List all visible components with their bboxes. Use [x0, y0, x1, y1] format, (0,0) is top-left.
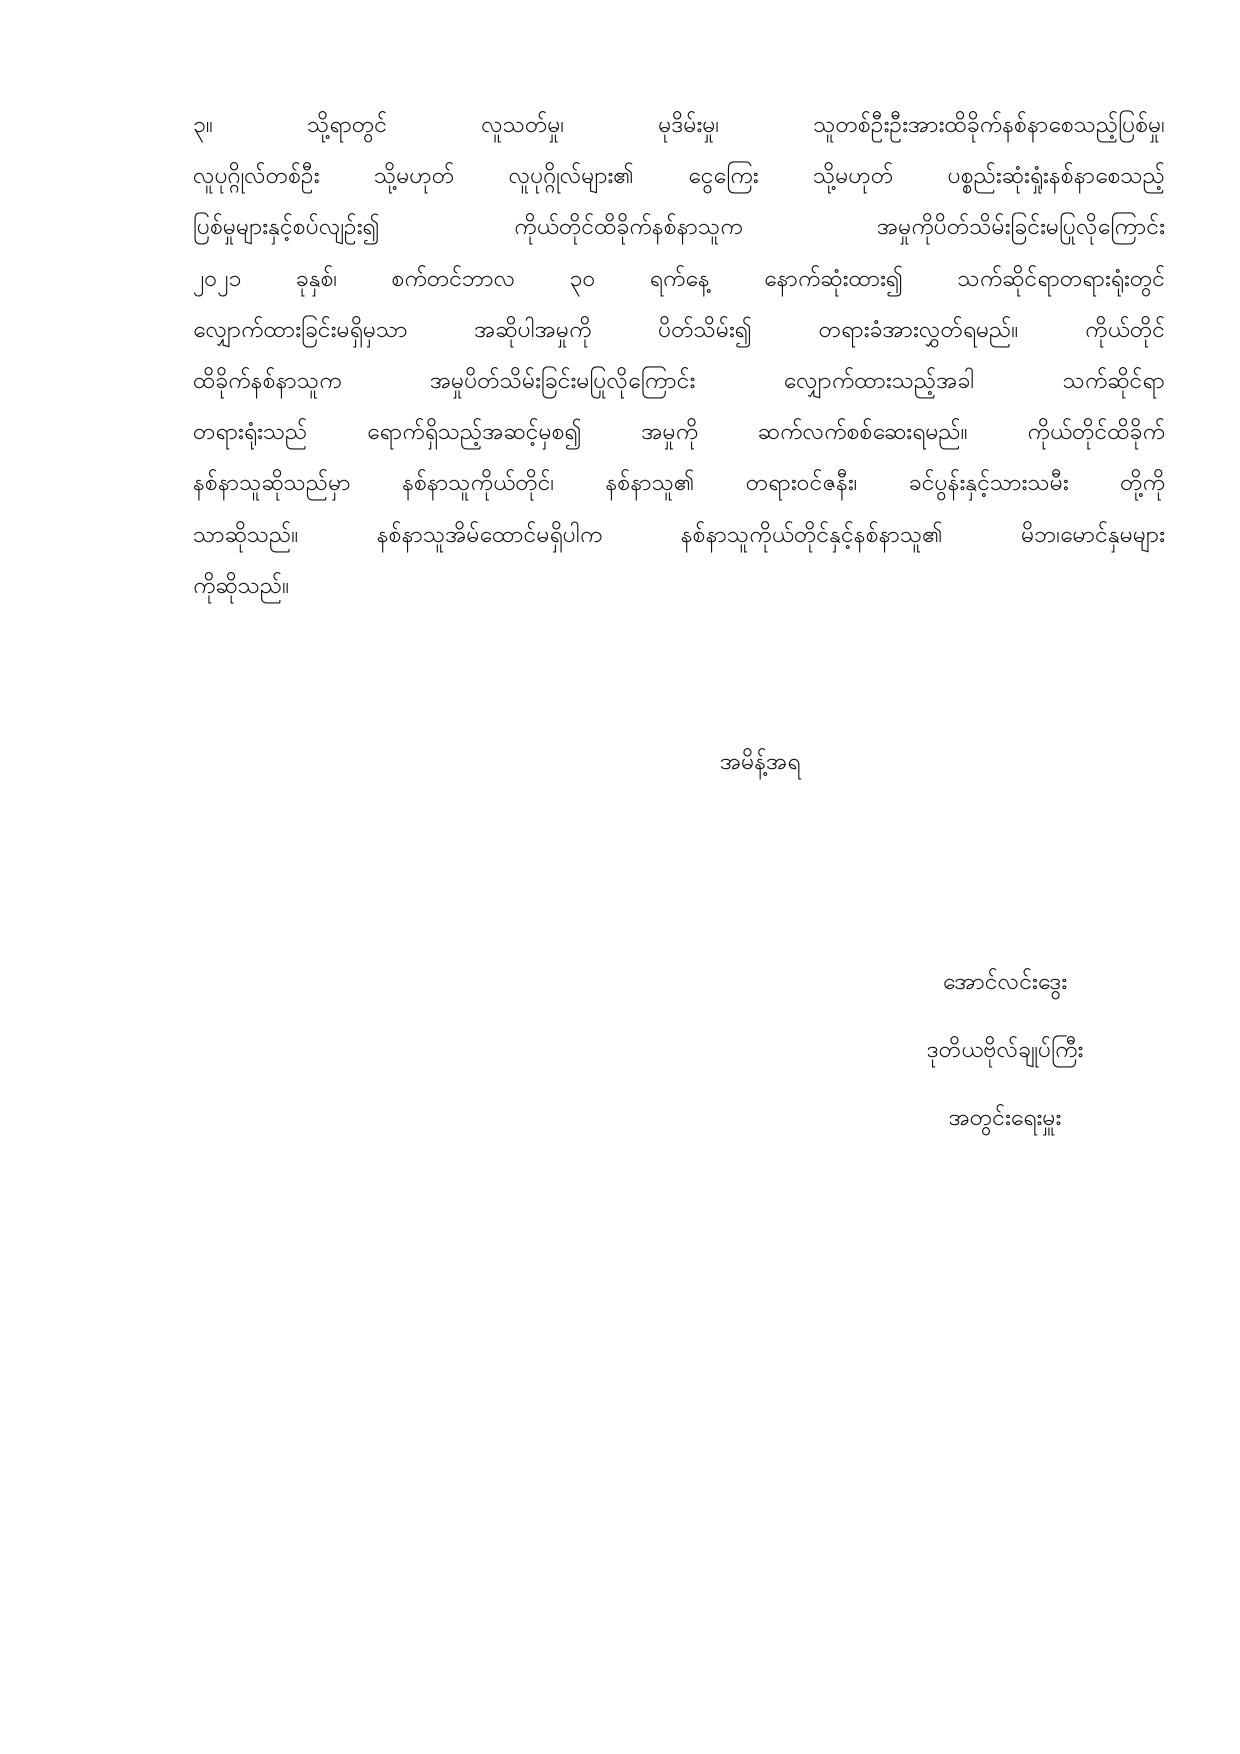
paragraph-word: လူပုဂ္ဂိုလ်တစ်ဦး: [193, 163, 320, 190]
paragraph-word: ကိုယ်တိုင်: [1085, 316, 1165, 343]
paragraph-line: [193, 561, 1165, 612]
paragraph-word: ပိတ်သိမ်း၍: [658, 316, 753, 343]
paragraph-word: နစ်နာသူကိုယ်တိုင်၊: [402, 470, 555, 497]
paragraph-line: [193, 510, 1165, 561]
paragraph-word: စက်တင်ဘာလ: [391, 265, 516, 292]
paragraph-word: ၃။: [193, 112, 213, 138]
paragraph-word: ပြစ်မှုများနှင့်စပ်လျဉ်း၍: [193, 214, 380, 241]
body-paragraph: [193, 100, 1165, 612]
paragraph-line: [193, 407, 1165, 458]
paragraph-word: မိဘ၊မောင်နှမများ: [1021, 521, 1165, 548]
signatory-title: ဒုတိယဗိုလ်ချုပ်ကြီး: [926, 1037, 1084, 1063]
paragraph-word: နစ်နာသူအိမ်ထောင်မရှိပါက: [376, 521, 603, 548]
paragraph-word: ငွေကြေး: [688, 163, 759, 190]
paragraph-word: သက်ဆိုင်ရာတရားရုံးတွင်: [957, 265, 1165, 292]
paragraph-word: သို့ရာတွင်: [307, 112, 388, 138]
paragraph-line: [193, 100, 1165, 151]
paragraph-word: ရက်နေ့: [649, 265, 710, 292]
paragraph-word: လျှောက်ထားသည့်အခါ: [783, 367, 975, 394]
paragraph-word: ခင်ပွန်းနှင့်သားသမီး: [908, 470, 1069, 497]
paragraph-line: [193, 305, 1165, 356]
paragraph-word: နောက်ဆုံးထား၍: [764, 265, 904, 292]
paragraph-word: အမှုပိတ်သိမ်းခြင်းမပြုလိုကြောင်း: [429, 367, 696, 394]
paragraph-word: အမှုကို: [641, 419, 699, 446]
paragraph-word: အဆိုပါအမှုကို: [474, 316, 592, 343]
paragraph-word: အမှုကိုပိတ်သိမ်းခြင်းမပြုလိုကြောင်း: [877, 214, 1165, 241]
paragraph-word: ရောက်ရှိသည့်အဆင့်မှစ၍: [367, 419, 582, 446]
paragraph-word: လျှောက်ထားခြင်းမရှိမှသာ: [193, 316, 408, 343]
order-heading: အမိန့်အရ: [720, 749, 801, 775]
paragraph-word: လူပုဂ္ဂိုလ်များ၏: [508, 163, 634, 190]
paragraph-word: သို့မဟုတ်: [813, 163, 894, 190]
paragraph-word: ၂၀၂၁: [193, 265, 242, 292]
paragraph-line: [193, 202, 1165, 253]
paragraph-word: သက်ဆိုင်ရာ: [1062, 367, 1165, 394]
paragraph-word: ထိခိုက်နစ်နာသူက: [193, 367, 342, 394]
paragraph-word: သူတစ်ဦးဦးအားထိခိုက်နစ်နာစေသည့်ပြစ်မှု၊: [813, 112, 1165, 138]
paragraph-word: သာဆိုသည်။: [193, 521, 299, 548]
paragraph-line: [193, 151, 1165, 202]
signature-block: [880, 962, 1130, 1166]
paragraph-word: ကိုဆိုသည်။: [193, 572, 290, 599]
paragraph-word: ခုနှစ်၊: [295, 265, 338, 292]
paragraph-line: [193, 356, 1165, 407]
paragraph-line: [193, 458, 1165, 509]
paragraph-word: သို့မဟုတ်: [373, 163, 455, 190]
paragraph-word: နစ်နာသူဆိုသည်မှာ: [193, 470, 351, 497]
paragraph-word: တရားရုံးသည်: [193, 419, 308, 446]
paragraph-word: နစ်နာသူ၏: [605, 470, 695, 497]
signatory-name: အောင်လင်းဒွေး: [942, 969, 1068, 995]
paragraph-word: မုဒိမ်းမှု၊: [658, 112, 720, 138]
paragraph-word: တရားဝင်ဇနီး၊: [745, 470, 858, 497]
paragraph-word: ဆက်လက်စစ်ဆေးရမည်။: [757, 419, 968, 446]
paragraph-word: ကိုယ်တိုင်ထိခိုက်နစ်နာသူက: [514, 214, 743, 241]
paragraph-word: ကိုယ်တိုင်ထိခိုက်: [1027, 419, 1165, 446]
signatory-office: အတွင်းရေးမှူး: [948, 1105, 1062, 1131]
paragraph-word: လူသတ်မှု၊: [481, 112, 565, 138]
paragraph-word: ပစ္စည်းဆုံးရှုံးနစ်နာစေသည့်: [947, 163, 1165, 190]
paragraph-word: နစ်နာသူကိုယ်တိုင်နှင့်နစ်နာသူ၏: [680, 521, 943, 548]
paragraph-line: [193, 254, 1165, 305]
paragraph-word: တို့ကို: [1120, 470, 1165, 497]
paragraph-word: ၃၀: [569, 265, 596, 292]
paragraph-word: တရားခံအားလွှတ်ရမည်။: [818, 316, 1019, 343]
